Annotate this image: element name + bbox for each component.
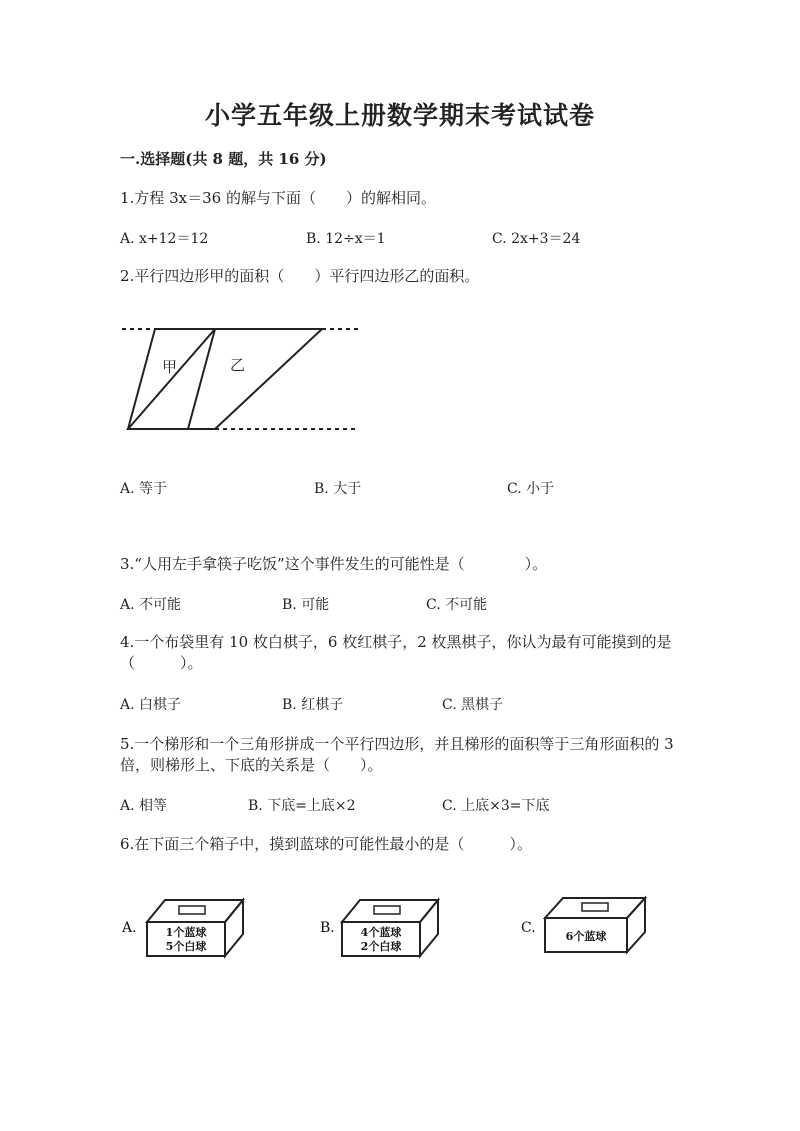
box-b-line-1: 4个蓝球 [360,926,402,939]
page-title: 小学五年级上册数学期末考试试卷 [204,101,595,130]
question-4-stem: 4.一个布袋里有 10 枚白棋子，6 枚红棋子，2 枚黑棋子，你认为最有可能摸到的是（ ）。 [120,633,672,672]
option-a: A. 等于 [120,481,168,497]
question-6-stem: 6.在下面三个箱子中，摸到蓝球的可能性最小的是（ ）。 [120,835,532,853]
option-b: B. 下底=上底×2 [248,798,356,814]
option-c: C. 2x+3＝24 [492,231,581,247]
box-a-line-1: 1个蓝球 [165,926,207,939]
box-a-letter: A. [122,920,137,936]
box-b-line-2: 2个白球 [360,940,402,953]
box-b [320,900,438,956]
option-a: A. 白棋子 [120,697,182,713]
box-c-letter: C. [521,920,536,936]
option-b: B. 红棋子 [282,697,344,713]
box-a-slot [179,906,205,914]
box-b-letter: B. [320,920,335,936]
box-c-slot [582,903,608,911]
option-b: B. 12÷x＝1 [306,231,386,247]
label-jia: 甲 [162,358,178,376]
option-a: A. 不可能 [120,597,182,613]
question-1-stem: 1.方程 3x＝36 的解与下面（ ）的解相同。 [120,189,436,207]
option-b: B. 大于 [314,481,362,497]
option-c: C. 小于 [507,481,555,497]
option-a: A. x+12＝12 [120,231,209,247]
option-b: B. 可能 [282,597,330,613]
box-a-line-2: 5个白球 [165,940,207,953]
label-yi: 乙 [230,356,246,374]
question-3-stem: 3.“人用左手拿筷子吃饭”这个事件发生的可能性是（ ）。 [120,555,548,573]
option-c: C. 不可能 [426,597,488,613]
option-c: C. 上底×3=下底 [442,798,550,814]
option-c: C. 黑棋子 [442,697,504,713]
box-c-line-1: 6个蓝球 [565,930,607,943]
question-5-stem: 5.一个梯形和一个三角形拼成一个平行四边形，并且梯形的面积等于三角形面积的 3 倍，则梯形上、下底的关系是（ ）。 [120,735,674,774]
box-a [121,900,243,956]
box-b-slot [374,906,400,914]
question-2-stem: 2.平行四边形甲的面积（ ）平行四边形乙的面积。 [120,267,480,285]
box-c [521,898,645,952]
option-a: A. 相等 [120,798,168,814]
section-heading: 一.选择题(共 8 题，共 16 分) [120,150,327,168]
